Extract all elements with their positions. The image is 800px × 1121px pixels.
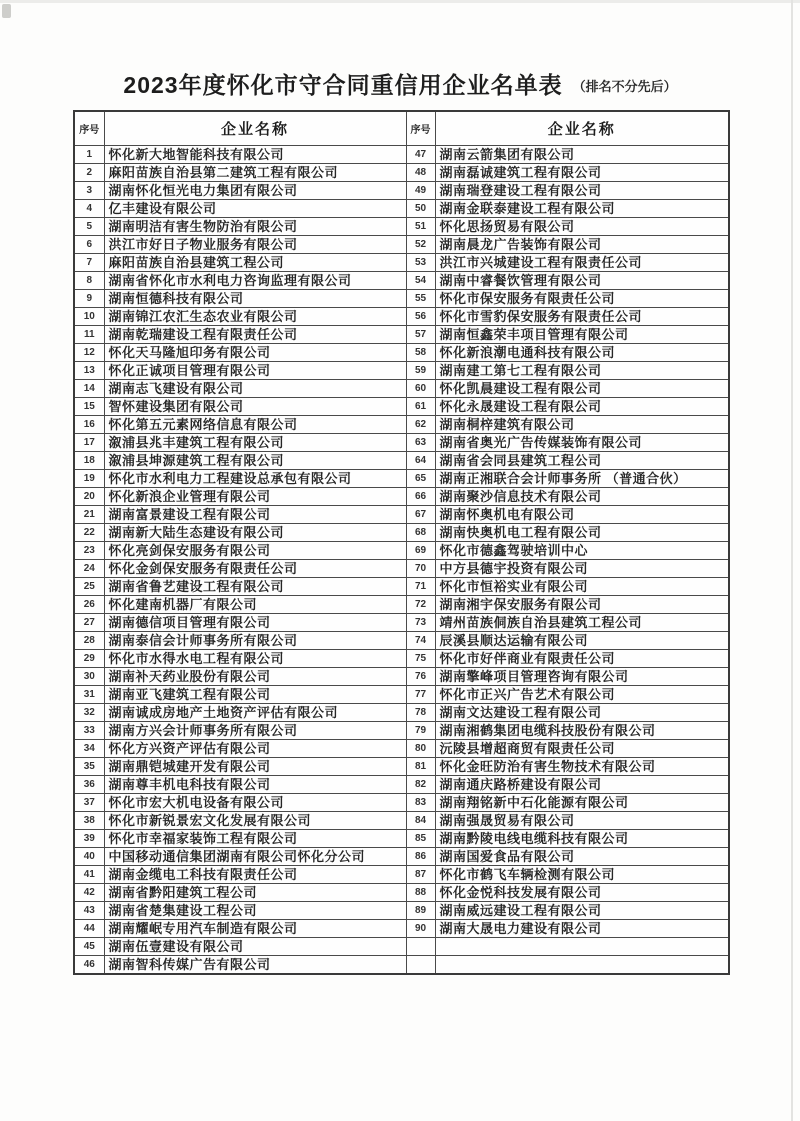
company-name-cell-left: 湖南省怀化市水利电力咨询监理有限公司 xyxy=(104,271,406,289)
company-name-cell-right: 湖南强晟贸易有限公司 xyxy=(435,811,729,829)
table-row xyxy=(74,667,729,685)
table-row xyxy=(74,721,729,739)
table-row xyxy=(74,523,729,541)
title-text: 2023年度怀化市守合同重信用企业名单表 xyxy=(123,71,563,98)
row-index-cell-left: 12 xyxy=(74,343,104,361)
company-name-cell-left: 湖南诚成房地产土地资产评估有限公司 xyxy=(104,703,406,721)
table-row xyxy=(74,703,729,721)
row-index-cell-left: 5 xyxy=(74,217,104,235)
company-name-cell-right: 怀化市正兴广告艺术有限公司 xyxy=(435,685,729,703)
row-index-cell-left: 3 xyxy=(74,181,104,199)
row-index-cell-left: 8 xyxy=(74,271,104,289)
company-name-cell-right xyxy=(435,955,729,974)
row-index-cell-left: 11 xyxy=(74,325,104,343)
company-name-cell-left: 怀化方兴资产评估有限公司 xyxy=(104,739,406,757)
row-index-cell-left: 28 xyxy=(74,631,104,649)
company-name-cell-right: 洪江市兴城建设工程有限责任公司 xyxy=(435,253,729,271)
table-row xyxy=(74,919,729,937)
row-index-cell-left: 29 xyxy=(74,649,104,667)
table-row xyxy=(74,235,729,253)
company-name-cell-right: 怀化市鹤飞车辆检测有限公司 xyxy=(435,865,729,883)
company-name-cell-right: 湖南威远建设工程有限公司 xyxy=(435,901,729,919)
row-index-cell-left: 6 xyxy=(74,235,104,253)
table-row xyxy=(74,541,729,559)
header-name-left: 企业名称 xyxy=(104,111,406,145)
row-index-cell-left: 30 xyxy=(74,667,104,685)
row-index-cell-right: 64 xyxy=(406,451,435,469)
company-name-cell-left: 怀化新浪企业管理有限公司 xyxy=(104,487,406,505)
row-index-cell-right: 88 xyxy=(406,883,435,901)
company-name-cell-left: 湖南泰信会计师事务所有限公司 xyxy=(104,631,406,649)
row-index-cell-left: 31 xyxy=(74,685,104,703)
company-name-cell-right: 怀化市德鑫驾驶培训中心 xyxy=(435,541,729,559)
company-name-cell-right: 湖南瑞登建设工程有限公司 xyxy=(435,181,729,199)
row-index-cell-left: 14 xyxy=(74,379,104,397)
company-name-cell-left: 怀化新大地智能科技有限公司 xyxy=(104,145,406,163)
table-row xyxy=(74,955,729,974)
row-index-cell-left: 40 xyxy=(74,847,104,865)
row-index-cell-left: 37 xyxy=(74,793,104,811)
row-index-cell-right: 55 xyxy=(406,289,435,307)
table-row xyxy=(74,847,729,865)
company-name-cell-left: 湖南德信项目管理有限公司 xyxy=(104,613,406,631)
table-row xyxy=(74,739,729,757)
company-name-cell-right: 怀化市好伴商业有限责任公司 xyxy=(435,649,729,667)
company-name-cell-left: 怀化金剑保安服务有限责任公司 xyxy=(104,559,406,577)
company-name-cell-left: 洪江市好日子物业服务有限公司 xyxy=(104,235,406,253)
row-index-cell-left: 42 xyxy=(74,883,104,901)
row-index-cell-right: 63 xyxy=(406,433,435,451)
company-name-cell-left: 怀化第五元素网络信息有限公司 xyxy=(104,415,406,433)
company-name-cell-left: 湖南富景建设工程有限公司 xyxy=(104,505,406,523)
row-index-cell-left: 2 xyxy=(74,163,104,181)
row-index-cell-left: 17 xyxy=(74,433,104,451)
scan-edge-top xyxy=(0,0,800,3)
row-index-cell-left: 25 xyxy=(74,577,104,595)
scan-edge-right xyxy=(791,0,793,1121)
company-name-cell-right: 湖南省会同县建筑工程公司 xyxy=(435,451,729,469)
table-row xyxy=(74,829,729,847)
company-name-cell-right: 湖南黔陵电线电缆科技有限公司 xyxy=(435,829,729,847)
company-name-cell-right: 湖南晨龙广告装饰有限公司 xyxy=(435,235,729,253)
row-index-cell-left: 38 xyxy=(74,811,104,829)
company-name-cell-right: 湖南湘鹤集团电缆科技股份有限公司 xyxy=(435,721,729,739)
row-index-cell-left: 7 xyxy=(74,253,104,271)
row-index-cell-right: 66 xyxy=(406,487,435,505)
company-name-cell-right: 湖南桐梓建筑有限公司 xyxy=(435,415,729,433)
row-index-cell-right: 83 xyxy=(406,793,435,811)
table-row xyxy=(74,361,729,379)
row-index-cell-left: 9 xyxy=(74,289,104,307)
company-name-cell-left: 湖南恒德科技有限公司 xyxy=(104,289,406,307)
row-index-cell-right: 51 xyxy=(406,217,435,235)
company-name-cell-left: 麻阳苗族自治县建筑工程公司 xyxy=(104,253,406,271)
row-index-cell-right: 50 xyxy=(406,199,435,217)
company-name-cell-right: 怀化思扬贸易有限公司 xyxy=(435,217,729,235)
row-index-cell-right: 70 xyxy=(406,559,435,577)
table-row xyxy=(74,487,729,505)
table-row xyxy=(74,343,729,361)
row-index-cell-right: 78 xyxy=(406,703,435,721)
company-name-cell-left: 湖南省黔阳建筑工程公司 xyxy=(104,883,406,901)
row-index-cell-left: 19 xyxy=(74,469,104,487)
row-index-cell-left: 34 xyxy=(74,739,104,757)
row-index-cell-right: 82 xyxy=(406,775,435,793)
row-index-cell-left: 15 xyxy=(74,397,104,415)
company-name-cell-left: 湖南智科传媒广告有限公司 xyxy=(104,955,406,974)
row-index-cell-left: 21 xyxy=(74,505,104,523)
row-index-cell-right: 65 xyxy=(406,469,435,487)
row-index-cell-right: 86 xyxy=(406,847,435,865)
header-index-left: 序号 xyxy=(74,111,104,145)
page-title xyxy=(0,66,800,100)
company-name-cell-right: 湖南聚沙信息技术有限公司 xyxy=(435,487,729,505)
company-name-cell-right: 怀化永晟建设工程有限公司 xyxy=(435,397,729,415)
table-row xyxy=(74,937,729,955)
table-row xyxy=(74,595,729,613)
row-index-cell-left: 18 xyxy=(74,451,104,469)
company-name-cell-right: 湖南通庆路桥建设有限公司 xyxy=(435,775,729,793)
table-row xyxy=(74,181,729,199)
row-index-cell-right: 73 xyxy=(406,613,435,631)
table-row xyxy=(74,559,729,577)
row-index-cell-right xyxy=(406,955,435,974)
table-row xyxy=(74,433,729,451)
company-name-cell-right: 沅陵县增超商贸有限责任公司 xyxy=(435,739,729,757)
row-index-cell-left: 27 xyxy=(74,613,104,631)
company-name-cell-left: 怀化市新锐景宏文化发展有限公司 xyxy=(104,811,406,829)
company-name-cell-right: 怀化市保安服务有限责任公司 xyxy=(435,289,729,307)
row-index-cell-right xyxy=(406,937,435,955)
table-row xyxy=(74,469,729,487)
company-name-cell-right: 湖南恒鑫荣丰项目管理有限公司 xyxy=(435,325,729,343)
table-row xyxy=(74,307,729,325)
row-index-cell-right: 53 xyxy=(406,253,435,271)
company-name-cell-right: 湖南翔铭新中石化能源有限公司 xyxy=(435,793,729,811)
company-name-cell-left: 怀化亮剑保安服务有限公司 xyxy=(104,541,406,559)
title-note: （排名不分先后） xyxy=(572,78,677,94)
company-name-cell-left: 湖南志飞建设有限公司 xyxy=(104,379,406,397)
company-name-cell-left: 湖南怀化恒光电力集团有限公司 xyxy=(104,181,406,199)
row-index-cell-left: 1 xyxy=(74,145,104,163)
row-index-cell-left: 23 xyxy=(74,541,104,559)
row-index-cell-right: 59 xyxy=(406,361,435,379)
company-name-cell-left: 湖南亚飞建筑工程有限公司 xyxy=(104,685,406,703)
company-name-cell-left: 怀化建南机器厂有限公司 xyxy=(104,595,406,613)
scan-artifact xyxy=(2,4,11,18)
row-index-cell-left: 36 xyxy=(74,775,104,793)
row-index-cell-left: 33 xyxy=(74,721,104,739)
company-name-cell-right: 湖南快奥机电工程有限公司 xyxy=(435,523,729,541)
table-row xyxy=(74,451,729,469)
company-name-cell-left: 湖南补天药业股份有限公司 xyxy=(104,667,406,685)
row-index-cell-right: 69 xyxy=(406,541,435,559)
table-row xyxy=(74,199,729,217)
company-name-cell-left: 湖南省鲁艺建设工程有限公司 xyxy=(104,577,406,595)
company-name-cell-left: 怀化市幸福家装饰工程有限公司 xyxy=(104,829,406,847)
table-row xyxy=(74,505,729,523)
row-index-cell-right: 47 xyxy=(406,145,435,163)
company-name-cell-right: 湖南建工第七工程有限公司 xyxy=(435,361,729,379)
company-name-cell-right: 湖南怀奥机电有限公司 xyxy=(435,505,729,523)
company-name-cell-left: 溆浦县兆丰建筑工程有限公司 xyxy=(104,433,406,451)
table-row xyxy=(74,883,729,901)
row-index-cell-left: 22 xyxy=(74,523,104,541)
company-name-cell-right: 湖南金联泰建设工程有限公司 xyxy=(435,199,729,217)
row-index-cell-right: 76 xyxy=(406,667,435,685)
company-name-cell-right: 怀化金悦科技发展有限公司 xyxy=(435,883,729,901)
row-index-cell-left: 45 xyxy=(74,937,104,955)
row-index-cell-left: 39 xyxy=(74,829,104,847)
row-index-cell-right: 58 xyxy=(406,343,435,361)
row-index-cell-left: 10 xyxy=(74,307,104,325)
company-name-cell-right: 湖南云箭集团有限公司 xyxy=(435,145,729,163)
company-name-cell-right: 中方县德宇投资有限公司 xyxy=(435,559,729,577)
row-index-cell-right: 54 xyxy=(406,271,435,289)
row-index-cell-left: 46 xyxy=(74,955,104,974)
table-row xyxy=(74,271,729,289)
row-index-cell-right: 56 xyxy=(406,307,435,325)
company-name-cell-right: 怀化市雪豹保安服务有限责任公司 xyxy=(435,307,729,325)
table-row xyxy=(74,217,729,235)
row-index-cell-right: 74 xyxy=(406,631,435,649)
table-header-row xyxy=(74,111,729,145)
company-name-cell-right: 怀化新浪潮电通科技有限公司 xyxy=(435,343,729,361)
row-index-cell-right: 72 xyxy=(406,595,435,613)
row-index-cell-right: 75 xyxy=(406,649,435,667)
row-index-cell-right: 71 xyxy=(406,577,435,595)
row-index-cell-left: 43 xyxy=(74,901,104,919)
table-row xyxy=(74,289,729,307)
company-name-cell-left: 湖南乾瑞建设工程有限责任公司 xyxy=(104,325,406,343)
row-index-cell-right: 89 xyxy=(406,901,435,919)
row-index-cell-left: 4 xyxy=(74,199,104,217)
table-row xyxy=(74,685,729,703)
table-row xyxy=(74,415,729,433)
company-name-cell-left: 湖南方兴会计师事务所有限公司 xyxy=(104,721,406,739)
table-row xyxy=(74,649,729,667)
row-index-cell-right: 77 xyxy=(406,685,435,703)
company-name-cell-left: 湖南伍壹建设有限公司 xyxy=(104,937,406,955)
company-name-cell-right: 湖南擎峰项目管理咨询有限公司 xyxy=(435,667,729,685)
company-name-cell-left: 怀化天马隆旭印务有限公司 xyxy=(104,343,406,361)
company-name-cell-right: 湖南大晟电力建设有限公司 xyxy=(435,919,729,937)
company-name-cell-right: 湖南正湘联合会计师事务所 （普通合伙） xyxy=(435,469,729,487)
company-name-cell-left: 溆浦县坤源建筑工程有限公司 xyxy=(104,451,406,469)
company-name-cell-right: 湖南国爱食品有限公司 xyxy=(435,847,729,865)
company-name-cell-left: 怀化正诚项目管理有限公司 xyxy=(104,361,406,379)
company-name-cell-left: 怀化市水得水电工程有限公司 xyxy=(104,649,406,667)
row-index-cell-left: 20 xyxy=(74,487,104,505)
row-index-cell-right: 85 xyxy=(406,829,435,847)
table-row xyxy=(74,901,729,919)
company-name-cell-right: 怀化凯晨建设工程有限公司 xyxy=(435,379,729,397)
row-index-cell-right: 84 xyxy=(406,811,435,829)
company-name-cell-right: 靖州苗族侗族自治县建筑工程公司 xyxy=(435,613,729,631)
company-name-cell-left: 中国移动通信集团湖南有限公司怀化分公司 xyxy=(104,847,406,865)
header-name-right: 企业名称 xyxy=(435,111,729,145)
header-index-right: 序号 xyxy=(406,111,435,145)
table-row xyxy=(74,757,729,775)
table-row xyxy=(74,163,729,181)
table-row xyxy=(74,325,729,343)
company-name-cell-left: 湖南省楚集建设工程公司 xyxy=(104,901,406,919)
company-name-cell-left: 湖南明洁有害生物防治有限公司 xyxy=(104,217,406,235)
company-name-cell-left: 湖南锦江农汇生态农业有限公司 xyxy=(104,307,406,325)
table-row xyxy=(74,775,729,793)
company-name-cell-right: 湖南湘宇保安服务有限公司 xyxy=(435,595,729,613)
row-index-cell-right: 52 xyxy=(406,235,435,253)
table-row xyxy=(74,613,729,631)
row-index-cell-right: 61 xyxy=(406,397,435,415)
table-row xyxy=(74,811,729,829)
company-name-cell-right: 湖南文达建设工程有限公司 xyxy=(435,703,729,721)
company-name-cell-left: 湖南耀岷专用汽车制造有限公司 xyxy=(104,919,406,937)
company-name-cell-right: 怀化金旺防治有害生物技术有限公司 xyxy=(435,757,729,775)
row-index-cell-right: 87 xyxy=(406,865,435,883)
company-name-cell-right: 怀化市恒裕实业有限公司 xyxy=(435,577,729,595)
row-index-cell-left: 26 xyxy=(74,595,104,613)
row-index-cell-right: 90 xyxy=(406,919,435,937)
company-name-cell-right: 湖南磊诚建筑工程有限公司 xyxy=(435,163,729,181)
table-row xyxy=(74,865,729,883)
row-index-cell-left: 35 xyxy=(74,757,104,775)
company-name-cell-left: 智怀建设集团有限公司 xyxy=(104,397,406,415)
row-index-cell-right: 80 xyxy=(406,739,435,757)
table-row xyxy=(74,397,729,415)
company-name-cell-right: 辰溪县顺达运输有限公司 xyxy=(435,631,729,649)
table-row xyxy=(74,577,729,595)
row-index-cell-left: 24 xyxy=(74,559,104,577)
company-name-cell-left: 怀化市水利电力工程建设总承包有限公司 xyxy=(104,469,406,487)
company-table xyxy=(73,110,730,975)
company-name-cell-left: 湖南金缆电工科技有限责任公司 xyxy=(104,865,406,883)
row-index-cell-right: 48 xyxy=(406,163,435,181)
row-index-cell-right: 68 xyxy=(406,523,435,541)
company-name-cell-left: 湖南鼎铠城建开发有限公司 xyxy=(104,757,406,775)
row-index-cell-right: 67 xyxy=(406,505,435,523)
row-index-cell-left: 16 xyxy=(74,415,104,433)
company-name-cell-left: 怀化市宏大机电设备有限公司 xyxy=(104,793,406,811)
row-index-cell-right: 62 xyxy=(406,415,435,433)
row-index-cell-right: 49 xyxy=(406,181,435,199)
table-row xyxy=(74,631,729,649)
company-name-cell-right xyxy=(435,937,729,955)
row-index-cell-right: 79 xyxy=(406,721,435,739)
company-name-cell-left: 亿丰建设有限公司 xyxy=(104,199,406,217)
row-index-cell-left: 41 xyxy=(74,865,104,883)
table-row xyxy=(74,379,729,397)
row-index-cell-right: 57 xyxy=(406,325,435,343)
row-index-cell-right: 60 xyxy=(406,379,435,397)
company-name-cell-left: 湖南尊丰机电科技有限公司 xyxy=(104,775,406,793)
table-row xyxy=(74,793,729,811)
row-index-cell-right: 81 xyxy=(406,757,435,775)
company-name-cell-left: 麻阳苗族自治县第二建筑工程有限公司 xyxy=(104,163,406,181)
table-row xyxy=(74,253,729,271)
company-name-cell-right: 湖南中睿餐饮管理有限公司 xyxy=(435,271,729,289)
row-index-cell-left: 44 xyxy=(74,919,104,937)
company-name-cell-left: 湖南新大陆生态建设有限公司 xyxy=(104,523,406,541)
company-name-cell-right: 湖南省奥光广告传媒装饰有限公司 xyxy=(435,433,729,451)
table-row xyxy=(74,145,729,163)
row-index-cell-left: 13 xyxy=(74,361,104,379)
row-index-cell-left: 32 xyxy=(74,703,104,721)
